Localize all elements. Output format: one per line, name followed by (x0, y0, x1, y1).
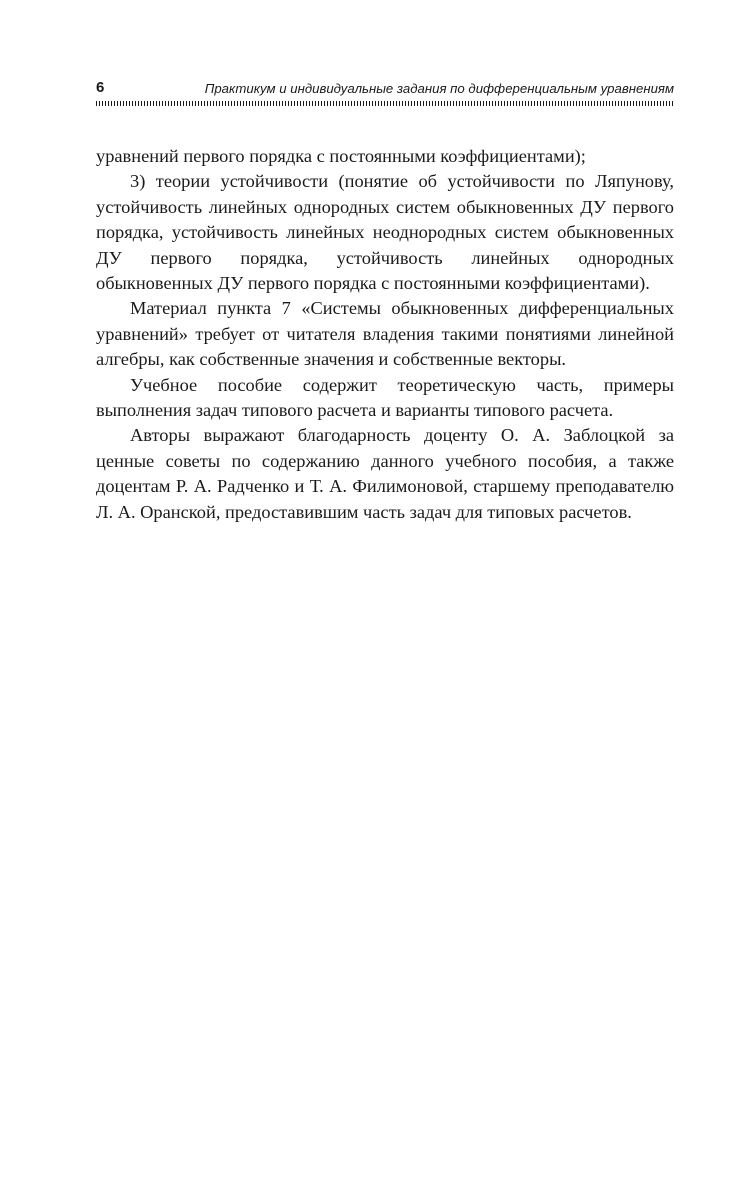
header-rule (96, 101, 674, 106)
page-number: 6 (96, 79, 105, 96)
running-header (96, 78, 674, 98)
paragraph-acknowledgements: Авторы выражают благодарность доценту О. А. Заблоцкой за ценные советы по содержанию данного учебного пособия, а также доцентам Р. А. Радченко и Т. А. Филимоновой, старшему преподавателю Л. А. Оранской, предоставившим часть задач для типовых расчетов. (96, 425, 674, 522)
running-title: Практикум и индивидуальные задания по дифференциальным уравнениям (204, 81, 674, 96)
paragraph-stability-theory: 3) теории устойчивости (понятие об устойчивости по Ляпунову, устойчивость линейных однородных систем обыкновенных ДУ первого порядка, устойчивость линейных неоднородных систем обыкновенных ДУ первого порядка, устойчивость линейных однородных обыкновенных ДУ первого порядка с постоянными коэффициентами). (96, 171, 674, 294)
paragraph-continuation: уравнений первого порядка с постоянными коэффициентами); (96, 146, 586, 166)
paragraph-contents: Учебное пособие содержит теоретическую часть, примеры выполнения задач типового расчета и варианты типового расчета. (96, 374, 674, 421)
page-body (96, 144, 674, 525)
paragraph-linear-algebra-note: Материал пункта 7 «Системы обыкновенных дифференциальных уравнений» требует от читателя владения такими понятиями линейной алгебры, как собственные значения и собственные векторы. (96, 298, 674, 370)
